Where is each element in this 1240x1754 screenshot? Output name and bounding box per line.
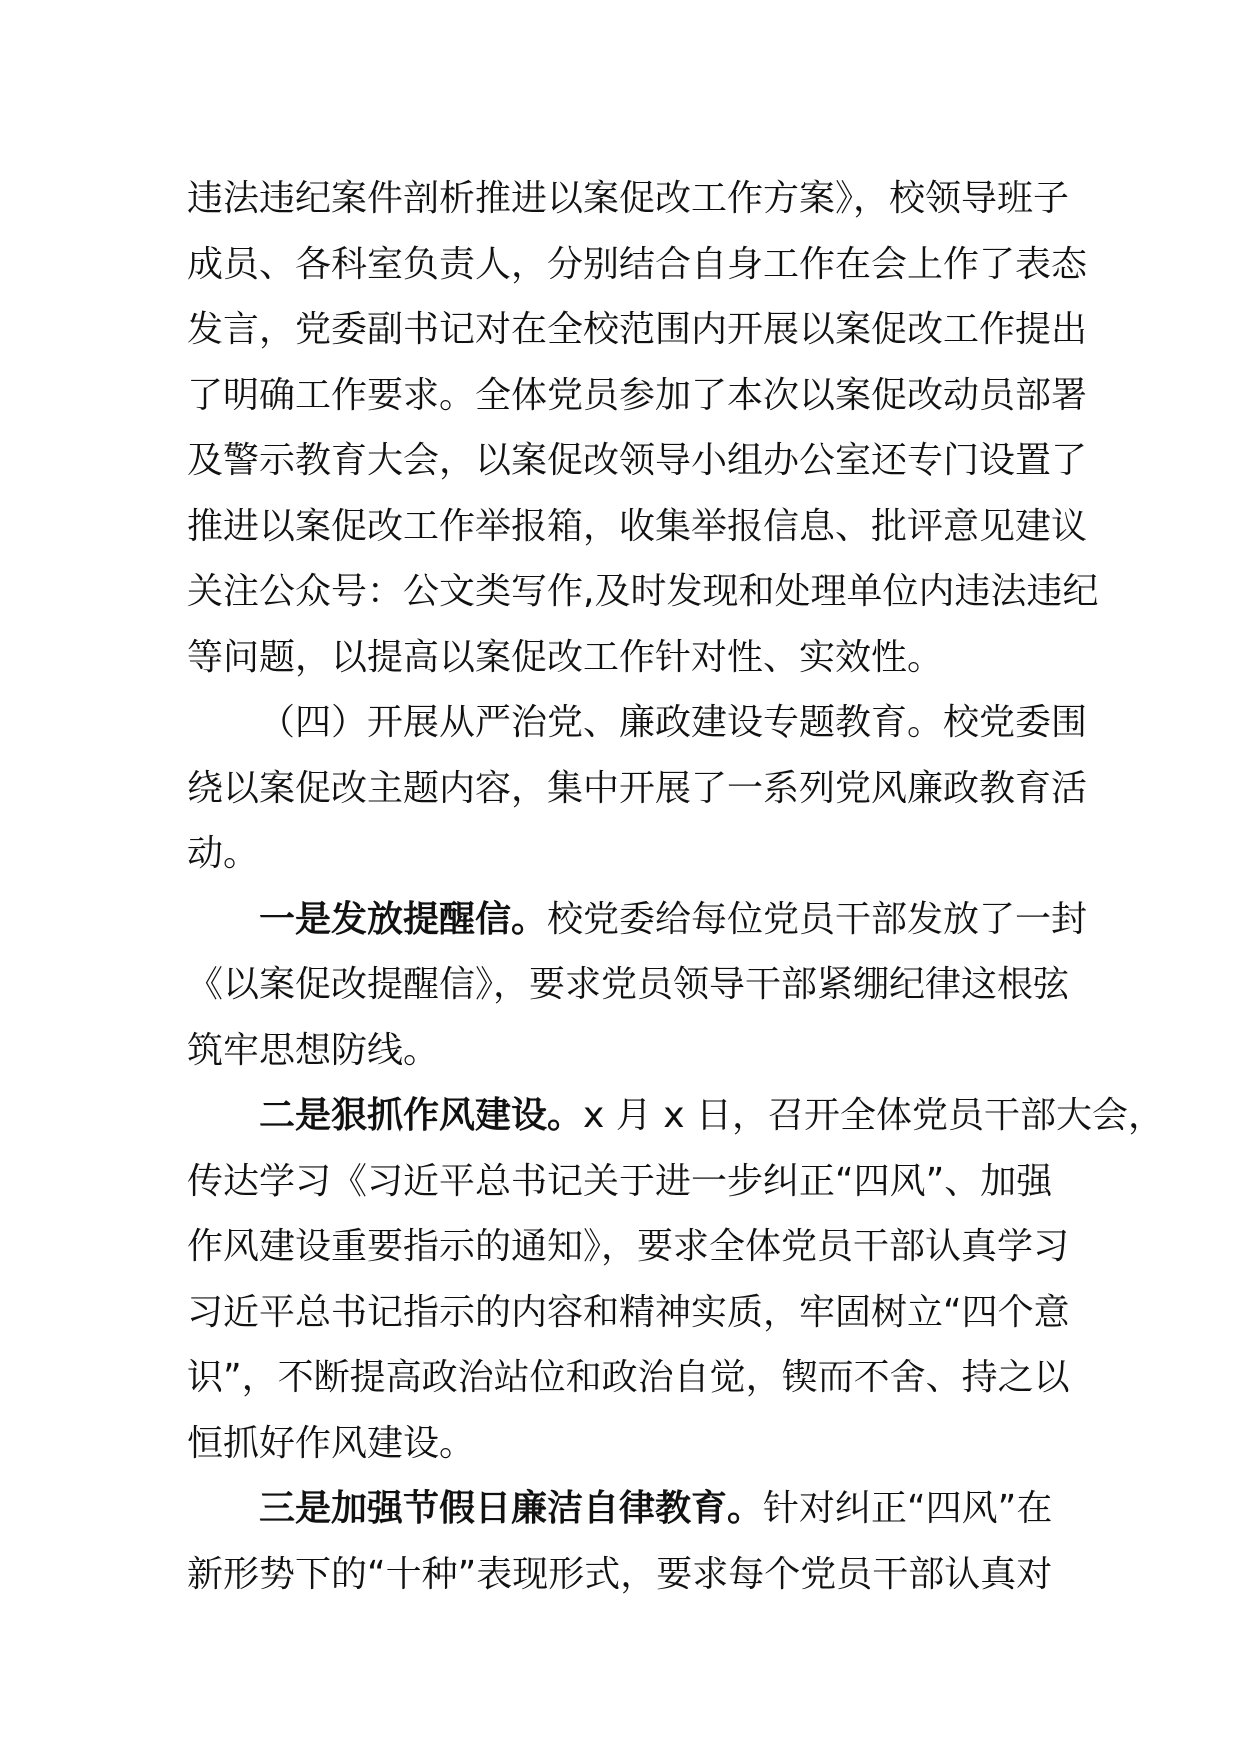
text-line: （四）开展从严治党、廉政建设专题教育。校党委围 (259, 702, 1088, 743)
text-line: 筑牢思想防线。 (187, 1029, 440, 1071)
text-line: 习近平总书记指示的内容和精神实质，牢固树立“四个意 (187, 1291, 1070, 1333)
text-line (187, 887, 1087, 953)
paragraph-work-style (187, 1083, 1164, 1476)
paragraph-reminder-letter (187, 887, 1087, 1084)
text-line: 违法违纪案件剖析推进以案促改工作方案》，校领导班子 (187, 178, 1070, 219)
text-run: 针对纠正“四风”在 (763, 1488, 1053, 1529)
paragraph-work-plan (187, 166, 1099, 690)
text-line: 新形势下的“十种”表现形式，要求每个党员干部认真对 (187, 1553, 1053, 1595)
text-line: 动。 (187, 833, 260, 874)
paragraph-lead: 二是狠抓作风建设。 (259, 1095, 584, 1136)
text-line (187, 1083, 1164, 1149)
text-line: 恒抓好作风建设。 (187, 1422, 476, 1464)
text-line: 等问题，以提高以案促改工作针对性、实效性。 (187, 636, 944, 678)
text-line: 成员、各科室负责人，分别结合自身工作在会上作了表态 (187, 243, 1088, 285)
paragraph-lead: 一是发放提醒信。 (259, 898, 548, 940)
document-body (187, 166, 1164, 1607)
text-line: 发言，党委副书记对在全校范围内开展以案促改工作提出 (187, 309, 1088, 350)
text-line: 关注公众号：公文类写作,及时发现和处理单位内违法违纪 (187, 571, 1099, 612)
text-run: x 月 x 日，召开全体党员干部大会， (583, 1095, 1164, 1136)
text-line (187, 1476, 1087, 1542)
text-line: 及警示教育大会，以案促改领导小组办公室还专门设置了 (187, 440, 1088, 481)
text-line: 传达学习《习近平总书记关于进一步纠正“四风”、加强 (187, 1160, 1053, 1202)
paragraph-holiday-education (187, 1476, 1087, 1607)
text-run: 校党委给每位党员干部发放了一封 (547, 898, 1088, 940)
text-line: 推进以案促改工作举报箱，收集举报信息、批评意见建议 (187, 505, 1088, 547)
text-line: 绕以案促改主题内容，集中开展了一系列党风廉政教育活 (187, 767, 1088, 809)
paragraph-lead: 三是加强节假日廉洁自律教育。 (259, 1488, 764, 1529)
paragraph-section-four (187, 690, 1087, 887)
text-line: 识”，不断提高政治站位和政治自觉，锲而不舍、持之以 (187, 1357, 1070, 1398)
text-line: 了明确工作要求。全体党员参加了本次以案促改动员部署 (187, 374, 1088, 416)
text-line: 《以案促改提醒信》，要求党员领导干部紧绷纪律这根弦 (187, 964, 1070, 1005)
text-line: 作风建设重要指示的通知》，要求全体党员干部认真学习 (187, 1226, 1070, 1267)
